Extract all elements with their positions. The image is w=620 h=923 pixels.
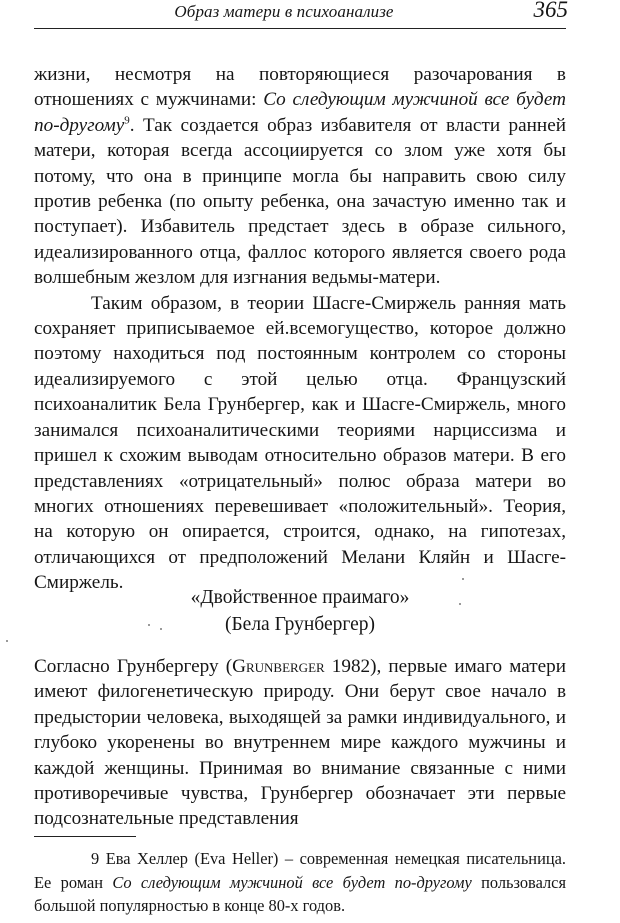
footnotes (34, 847, 566, 918)
body-text-top (34, 62, 566, 596)
footnote-ref-9: 9 (124, 114, 130, 127)
body-text-bottom (34, 654, 566, 832)
scan-speck (462, 578, 464, 580)
paragraph-1-text: жизни, несмотря на повторяющиеся разочарования в отношениях с мужчинами: (34, 64, 566, 111)
paragraph-3-text: Согласно Грунбергеру ( (34, 656, 233, 677)
page-number: 365 (533, 0, 568, 22)
section-heading-title: «Двойственное праимаго» (190, 587, 410, 608)
footnote-divider (34, 836, 136, 837)
section-heading (34, 584, 566, 638)
paragraph-1-text-cont: . Так создается образ избавителя от власти ранней матери, которая всегда ассоциируется со злом уже хотя бы потому, что она в принципе могла бы направить свою силу против ребенка (по опыту ребенка, она зачастую именно так и поступает). Избавитель предстает здесь в образе сильного, идеализированного отца, фаллос которого является своего рода волшебным жезлом для изгнания ведьмы-матери. (34, 114, 566, 289)
citation-author: Grunberger (232, 656, 325, 677)
scan-speck (148, 624, 150, 626)
footnote-number: 9 (91, 849, 100, 868)
footnote-text: Ева Хеллер (Eva Heller) – современная немецкая писательница. Ее роман (34, 849, 566, 892)
paragraph-3 (34, 654, 566, 832)
scan-speck (160, 628, 162, 630)
running-title: Образ матери в психоанализе (174, 2, 394, 21)
footnote-book-title: Со следующим мужчиной все будет по-другому (112, 872, 472, 892)
book-title-italic: Со следующим мужчиной все будет по-другому (34, 89, 566, 136)
scan-speck (459, 603, 461, 605)
footnote-9 (34, 847, 566, 918)
footnote-text-cont: пользовался большой популярностью в конце 80-х годов. (34, 872, 566, 915)
section-heading-author: (Бела Грунбергер) (224, 614, 376, 635)
page-header (34, 0, 566, 29)
paragraph-1 (34, 62, 566, 291)
paragraph-3-text-cont: 1982), первые имаго матери имеют филогенетическую природу. Они берут свое начало в предыстории человека, выходящей за рамки индивидуального, и глубоко укоренены во внутреннем мире каждого мужчины и каждой женщины. Принимая во внимание связанные с ними противоречивые чувства, Грунбергер обозначает эти первые подсознательные представления (34, 656, 567, 830)
scan-speck (6, 640, 8, 642)
paragraph-2: Таким образом, в теории Шасге-Смиржель ранняя мать сохраняет приписываемое ей.всемогущество, которое должно поэтому находиться под постоянным контролем со стороны идеализируемого с этой целью отца. Французский психоаналитик Бела Грунбергер, как и Шасге-Смиржель, много занимался психоаналитическими теориями нарциссизма и пришел к схожим выводам относительно образов матери. В его представлениях «отрицательный» полюс образа матери во многих отношениях перевешивает «положительный». Теория, на которую он опирается, строится, однако, на гипотезах, отличающихся от предположений Мелани Кляйн и Шасге-Смиржель. (34, 292, 566, 594)
